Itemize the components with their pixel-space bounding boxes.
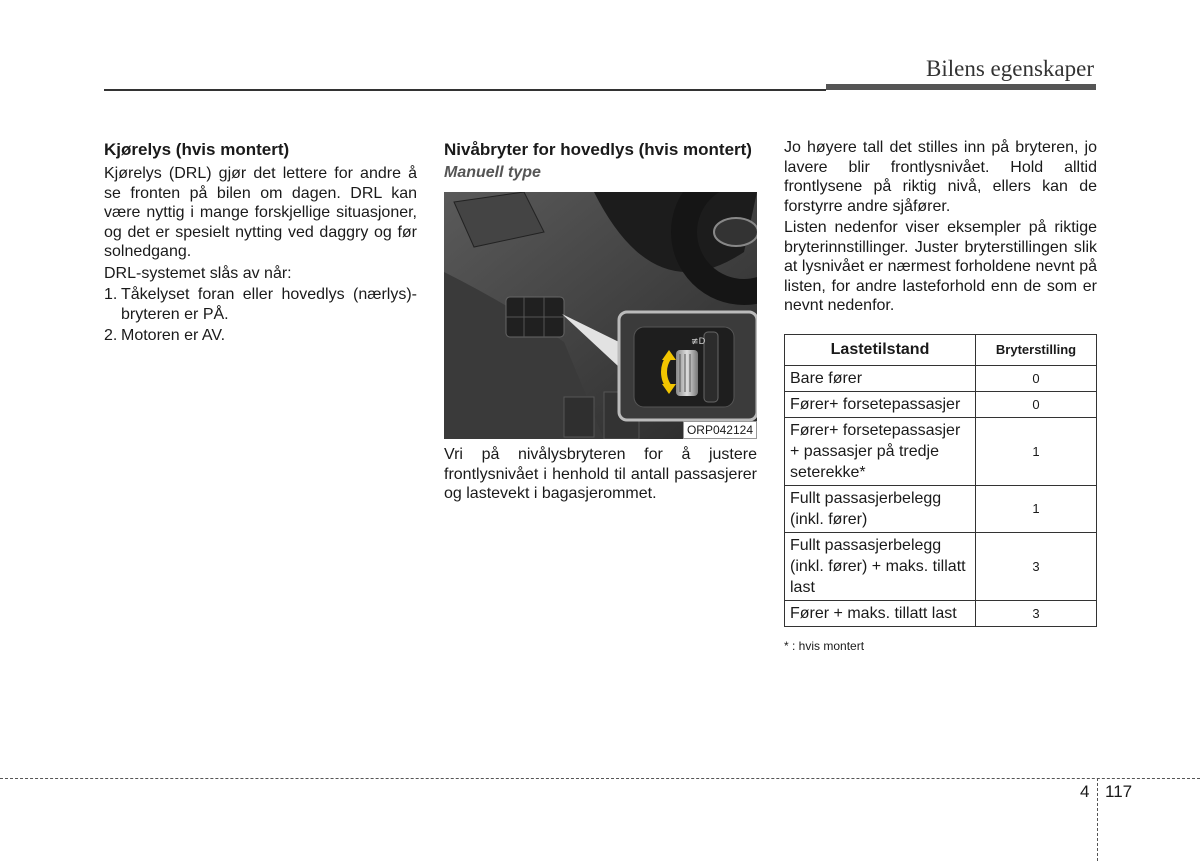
setting-cell: 3 — [976, 532, 1097, 600]
running-header: Bilens egenskaper — [926, 56, 1094, 81]
list-number: 2. — [104, 327, 118, 344]
list-item — [104, 326, 417, 346]
section-heading-leveling: Nivåbryter for hovedlys (hvis montert) — [444, 140, 752, 159]
footer-divider — [1097, 778, 1098, 861]
load-cell: Fullt passasjerbelegg (inkl. fører) — [785, 485, 976, 532]
figure-code: ORP042124 — [683, 421, 757, 439]
setting-cell: 0 — [976, 391, 1097, 417]
setting-cell: 1 — [976, 417, 1097, 485]
table-header-row — [785, 334, 1097, 365]
section-subtitle: Manuell type — [444, 164, 541, 181]
load-cell: Bare fører — [785, 365, 976, 391]
drl-off-conditions-intro: DRL-systemet slås av når: — [104, 264, 292, 282]
setting-cell: 0 — [976, 365, 1097, 391]
list-number: 1. — [104, 286, 118, 303]
footer-rule — [0, 778, 1200, 779]
svg-text:≢D: ≢D — [691, 337, 706, 347]
load-cell: Fører + maks. tillatt last — [785, 600, 976, 626]
header-rule-accent — [826, 84, 1096, 90]
table-row — [785, 391, 1097, 417]
figure-caption: Vri på nivålysbryteren for å justere frontlysnivået i henhold til antall passasjerer og lastevekt i bagasjerommet. — [444, 446, 757, 502]
load-cell: Fullt passasjerbelegg (inkl. fører) + maks. tillatt last — [785, 532, 976, 600]
column-settings — [784, 138, 1097, 653]
setting-cell: 1 — [976, 485, 1097, 532]
column-header-setting: Bryterstilling — [976, 334, 1097, 365]
table-row — [785, 485, 1097, 532]
list-text: Motoren er AV. — [121, 327, 226, 344]
table-row — [785, 600, 1097, 626]
list-item — [104, 285, 417, 324]
table-footnote: * : hvis montert — [784, 638, 865, 653]
setting-cell: 3 — [976, 600, 1097, 626]
table-row — [785, 532, 1097, 600]
leveling-switch-photo — [444, 192, 757, 439]
header-rule — [104, 89, 826, 91]
column-headlight-leveling — [444, 138, 757, 504]
list-text: Tåkelyset foran eller hovedlys (nærlys)-bryteren er PÅ. — [121, 286, 417, 323]
chapter-number: 4 — [1080, 782, 1090, 801]
table-intro: Listen nedenfor viser eksempler på riktige bryterinnstillinger. Juster bryterstillingen slik at lysnivået er nærmest forholdene nevnt på listen, for andre lasteforhold enn de som er nevnt nedenfor. — [784, 219, 1097, 314]
table-row — [785, 417, 1097, 485]
drl-description: Kjørelys (DRL) gjør det lettere for andre å se fronten på bilen om dagen. DRL kan være nyttig i mange forskjellige situasjoner, og det er spesielt nytting ved daggry og før solnedgang. — [104, 165, 417, 260]
load-settings-table — [784, 334, 1097, 627]
load-cell: Fører+ forsetepassasjer + passasjer på tredje seterekke* — [785, 417, 976, 485]
column-drl — [104, 138, 417, 346]
section-heading-drl: Kjørelys (hvis montert) — [104, 140, 290, 159]
setting-explanation: Jo høyere tall det stilles inn på bryteren, jo lavere blir frontlysnivået. Hold alltid frontlysene på riktig nivå, ellers kan de forstyrre andre sjåfører. — [784, 139, 1097, 215]
dashboard-illustration — [444, 192, 757, 439]
table-row — [785, 365, 1097, 391]
load-cell: Fører+ forsetepassasjer — [785, 391, 976, 417]
page-number: 117 — [1105, 782, 1133, 801]
column-header-load: Lastetilstand — [785, 334, 976, 365]
